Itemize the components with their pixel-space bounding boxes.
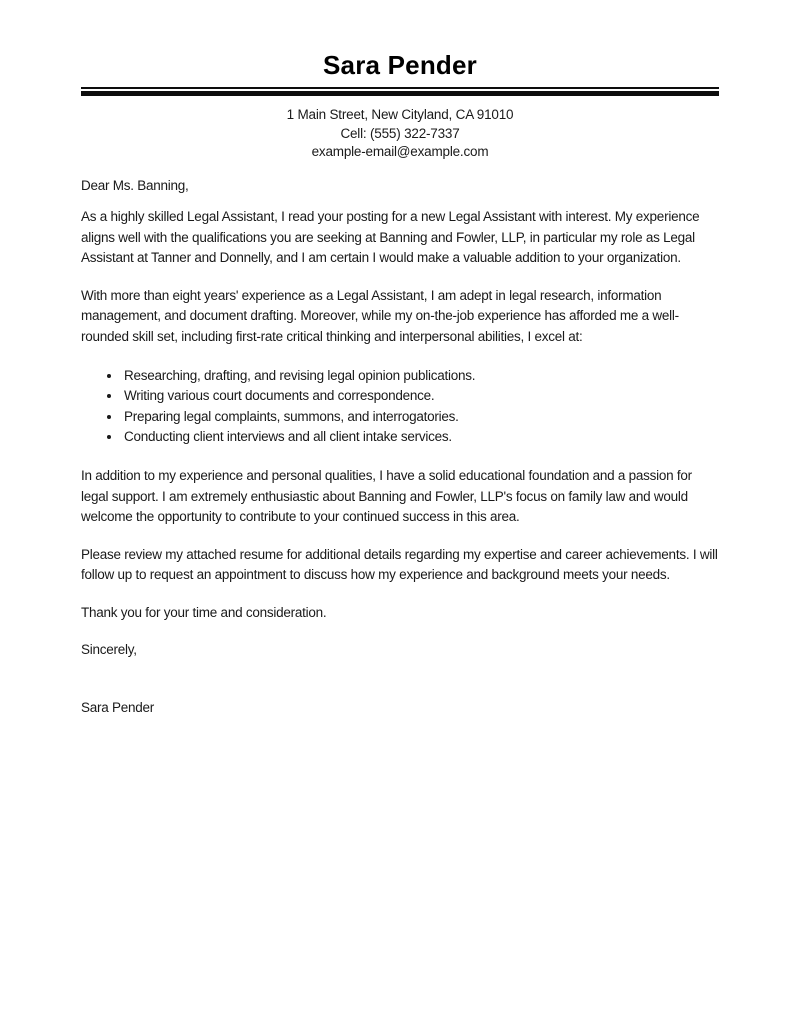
signature-name: Sara Pender xyxy=(81,699,155,715)
salutation: Dear Ms. Banning, xyxy=(81,177,189,193)
bullet-item: • Researching, drafting, and revising legal opinion publications. xyxy=(122,366,719,386)
letterhead-contact-block xyxy=(81,106,719,162)
bullet-item: • Writing various court documents and correspondence. xyxy=(122,386,719,406)
letter-body xyxy=(81,176,719,718)
bullet-item: • Preparing legal complaints, summons, and interrogatories. xyxy=(122,407,719,427)
followup-paragraph: Please review my attached resume for additional details regarding my expertise and career achievements. I will follow up to request an appointment to discuss how my experience and background meets your needs. xyxy=(81,546,718,582)
valediction: Sincerely, xyxy=(81,642,137,657)
letterhead-double-rule xyxy=(81,87,719,96)
skills-bullet-list xyxy=(81,366,719,447)
experience-paragraph: With more than eight years' experience as a Legal Assistant, I am adept in legal research, information management, and document drafting. Moreover, while my on-the-job experience has afforded me a well-rounded skill set, including first-rate critical thinking and interpersonal abilities, I excel at: xyxy=(81,287,679,344)
bullet-item: • Conducting client interviews and all client intake services. xyxy=(122,427,719,447)
intro-paragraph: As a highly skilled Legal Assistant, I read your posting for a new Legal Assistant with interest. My experience aligns well with the qualifications you are seeking at Banning and Fowler, LLP, in particular my role as Legal Assistant at Tanner and Donnelly, and I am certain I would make a valuable addition to your organization. xyxy=(81,209,700,266)
letterhead-address-line: 1 Main Street, New Cityland, CA 91010 xyxy=(286,107,514,123)
thanks-line: Thank you for your time and consideration. xyxy=(81,604,327,620)
letterhead-name: Sara Pender xyxy=(323,50,477,80)
letterhead-phone-line: Cell: (555) 322-7337 xyxy=(340,125,460,141)
letterhead-email-line: example-email@example.com xyxy=(311,144,489,160)
letterhead xyxy=(81,50,719,162)
education-paragraph: In addition to my experience and personal qualities, I have a solid educational foundation and a passion for legal support. I am extremely enthusiastic about Banning and Fowler, LLP's focus on family law and would welcome the opportunity to contribute to your continued success in this area. xyxy=(81,468,692,524)
